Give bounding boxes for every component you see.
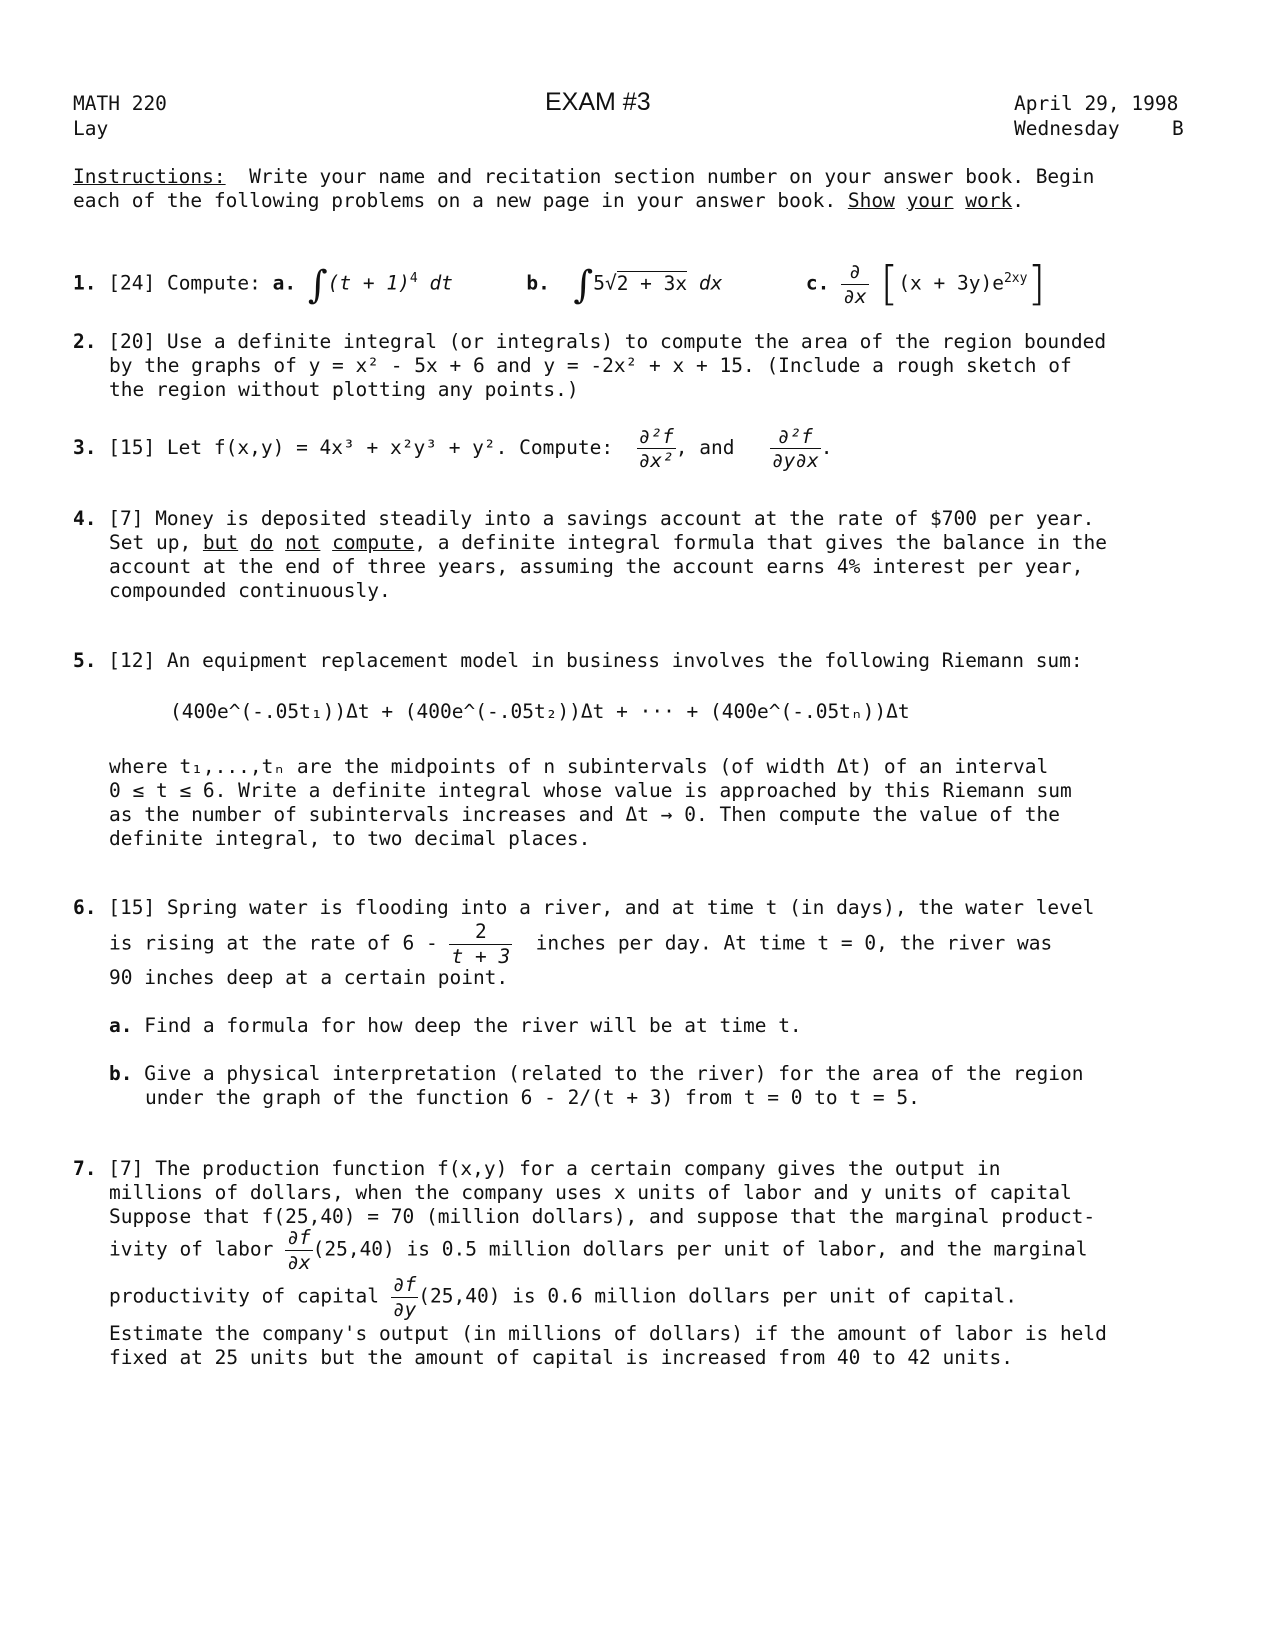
problem-7-line-7: fixed at 25 units but the amount of capital is increased from 40 to 42 units. [109,1346,1013,1369]
part-c-exponent: 2xy [1003,271,1028,286]
part-a-text: Find a formula for how deep the river will be at time t. [144,1014,802,1037]
compute-word: Compute: [166,271,261,295]
partial-derivative-fraction [841,262,868,306]
work-word: work [965,189,1013,212]
part-a-label: a. [272,271,297,295]
problem-1 [73,256,1046,311]
but-word: but [202,531,239,554]
fraction-denominator: ∂x² [638,449,674,472]
instructor-name: Lay [73,117,109,140]
fraction-denominator: ∂y∂x [771,449,819,472]
problem-text: [20] Use a definite integral (or integrals) to compute the area of the region bounded [108,330,1107,353]
problem-7-line-6: Estimate the company's output (in millions of dollars) if the amount of labor is held [109,1322,1107,1345]
period: . [820,436,833,459]
part-a-exponent: 4 [409,271,418,286]
part-a-label: a. [109,1014,133,1037]
not-word: not [285,531,321,554]
problem-4-line-4: compounded continuously. [109,579,391,602]
show-word: Show [847,189,895,212]
instructions-line-2 [73,189,1024,213]
part-a-expression: (t + 1) [327,271,410,295]
problem-2-line-1 [73,330,1106,354]
text: Set up, [109,531,203,554]
problem-3 [73,424,832,472]
exam-date: April 29, 1998 [1014,92,1179,115]
problem-7-line-5 [109,1275,1017,1319]
partial-f-y [391,1275,418,1319]
problem-2-line-2: by the graphs of y = x² - 5x + 6 and y = -2x² + x + 15. (Include a rough sketch of [109,354,1072,377]
problem-2-line-3: the region without plotting any points.) [109,378,579,401]
problem-4-line-2 [109,531,1107,555]
problem-6-part-a [109,1014,802,1038]
problem-6-line-3: 90 inches deep at a certain point. [109,966,509,989]
integral-sign: ∫ [573,262,594,307]
period: . [1012,189,1024,212]
text: (25,40) is 0.6 million dollars per unit of capital. [418,1284,1018,1308]
problem-5-line-2: where t₁,...,tₙ are the midpoints of n subintervals (of width Δt) of an interval [109,755,1049,778]
problem-number: 1. [73,271,97,295]
part-a-dt: dt [429,271,453,295]
fraction-denominator: ∂x [843,284,867,308]
problem-5-line-4: as the number of subintervals increases and Δt → 0. Then compute the value of the [109,803,1060,826]
instructions-label: Instructions: [73,165,226,188]
problem-7-line-3: Suppose that f(25,40) = 70 (million dollars), and suppose that the marginal product- [109,1205,1096,1228]
problem-6-line-1 [73,896,1094,920]
fraction-numerator: ∂²f [777,424,813,448]
problem-points: [24] [108,271,156,295]
text: ivity of labor [109,1237,274,1261]
exam-title: EXAM #3 [545,88,651,116]
fraction-denominator: ∂y [392,1297,417,1321]
fraction-denominator: ∂x [287,1250,311,1274]
right-bracket: ] [1027,256,1046,311]
text: (25,40) is 0.5 million dollars per unit of labor, and the marginal [312,1237,1088,1261]
second-partial-xx [637,424,676,472]
part-c-label: c. [805,271,830,295]
text: is rising at the rate of 6 - [109,931,438,955]
part-b-text: Give a physical interpretation (related to the river) for the area of the region [144,1062,1084,1085]
partial-f-x [285,1228,312,1272]
fraction-numerator: ∂f [392,1273,417,1296]
part-c-expression: (x + 3y)e [898,271,1004,295]
problem-text: [12] An equipment replacement model in business involves the following Riemann sum: [108,649,1083,672]
problem-6-part-b [109,1062,1083,1086]
problem-text: [15] Spring water is flooding into a river, and at time t (in days), the water level [108,896,1095,919]
problem-7-line-2: millions of dollars, when the company uses x units of labor and y units of capital [109,1181,1072,1204]
part-b-coefficient: 5 [593,271,605,295]
integral-sign: ∫ [307,262,328,307]
fraction-numerator: ∂f [287,1226,311,1249]
course-code: MATH 220 [73,92,167,115]
text: productivity of capital [109,1284,380,1308]
second-partial-yx [770,424,821,472]
problem-text: [7] The production function f(x,y) for a certain company gives the output in [108,1157,1001,1180]
problem-4-line-3: account at the end of three years, assuming the account earns 4% interest per year, [109,555,1084,578]
problem-5-line-3: 0 ≤ t ≤ 6. Write a definite integral whose value is approached by this Riemann sum [109,779,1072,802]
riemann-sum: (400e^(-.05t₁))Δt + (400e^(-.05t₂))Δt + ··· + (400e^(-.05tₙ))Δt [170,700,910,723]
problem-text: [7] Money is deposited steadily into a savings account at the rate of $700 per year. [108,507,1095,530]
problem-6-line-2 [109,922,1052,966]
problem-number: 7. [73,1157,97,1180]
problem-5-line-5: definite integral, to two decimal places. [109,827,591,850]
problem-number: 4. [73,507,97,530]
text: inches per day. At time t = 0, the river was [535,931,1053,955]
problem-number: 5. [73,649,97,672]
problem-7-line-4 [109,1228,1087,1272]
exam-version: B [1172,117,1184,140]
exam-day: Wednesday [1014,117,1120,140]
do-word: do [249,531,274,554]
your-word: your [906,189,954,212]
instructions-text-1: Write your name and recitation section number on your answer book. Begin [249,165,1095,188]
part-b-dx: dx [698,271,723,295]
problem-number: 3. [73,436,97,459]
part-b-label: b. [109,1062,133,1085]
sqrt-icon: √ [604,271,617,295]
compute-word: compute [332,531,415,554]
problem-text: [15] Let f(x,y) = 4x³ + x²y³ + y². Compute: [108,436,614,459]
fraction-denominator: t + 3 [451,944,511,968]
problem-number: 2. [73,330,97,353]
problem-5-line-1 [73,649,1083,673]
problem-4-line-1 [73,507,1094,531]
fraction-numerator: 2 [474,920,487,943]
rate-fraction [449,922,512,966]
instructions-text-2: each of the following problems on a new page in your answer book. [73,189,848,212]
problem-7-line-1 [73,1157,1000,1181]
problem-6-part-b-line-2: under the graph of the function 6 - 2/(t + 3) from t = 0 to t = 5. [145,1086,920,1109]
fraction-numerator: ∂ [848,260,861,283]
problem-number: 6. [73,896,97,919]
and-word: , and [675,436,735,459]
fraction-numerator: ∂²f [638,424,674,448]
part-b-label: b. [526,271,550,295]
left-bracket: [ [880,256,899,311]
part-b-radicand: 2 + 3x [616,271,688,295]
text: , a definite integral formula that gives the balance in the [414,531,1107,554]
instructions-line-1 [73,165,1094,189]
